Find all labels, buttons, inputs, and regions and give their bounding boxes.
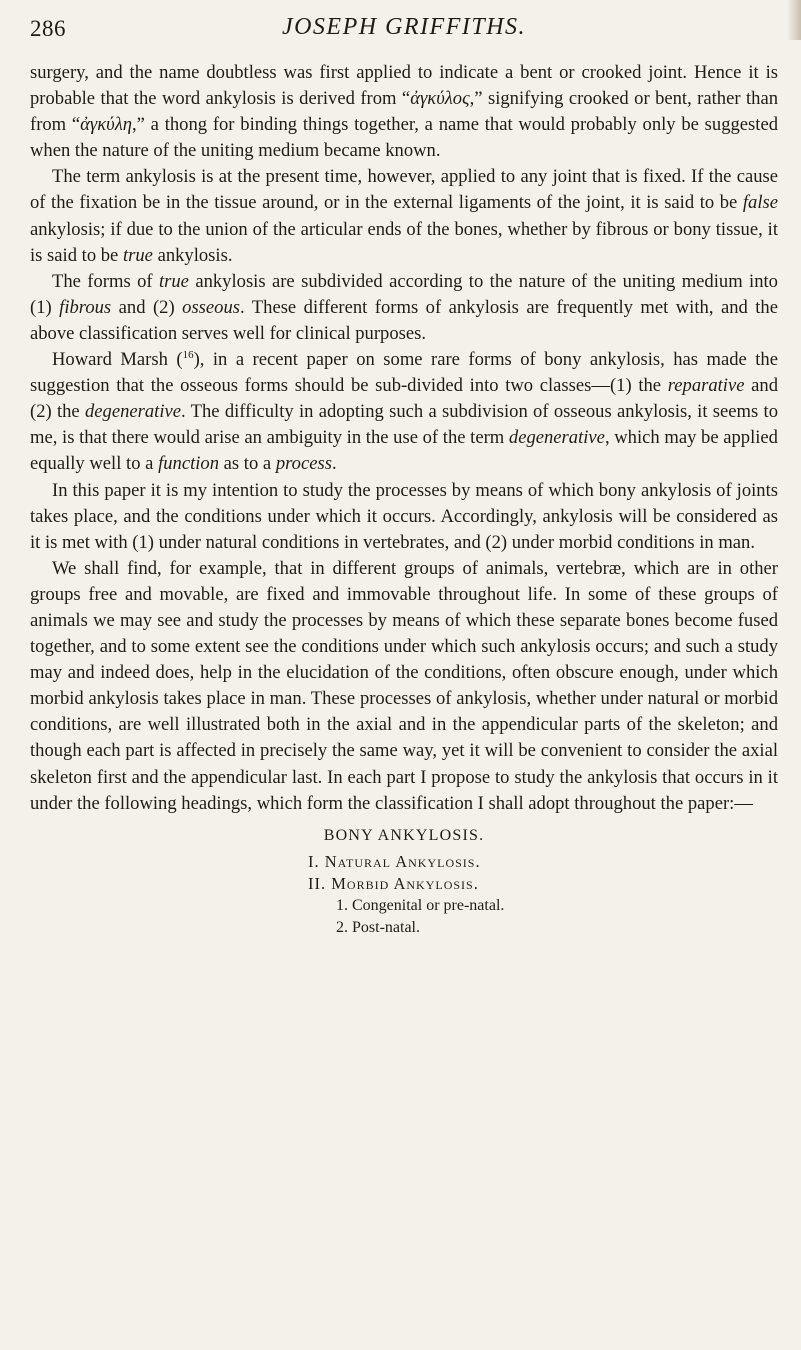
page — [30, 0, 778, 939]
running-title: JOSEPH GRIFFITHS. — [281, 14, 527, 40]
paragraph-5: In this paper it is my intention to study the processes by means of which bony ankylosis of joints takes place, and the conditions under which it occurs. Accordingly, ankylosis will be considered as it is met with (1) under natural conditions in vertebrates, and (2) under morbid conditions in man. — [30, 479, 778, 553]
reference-number: 16 — [182, 348, 194, 361]
classification-list — [30, 827, 778, 939]
page-number: 286 — [30, 16, 66, 41]
running-head — [30, 0, 778, 60]
page-edge-stain — [787, 0, 801, 40]
classification-item: II. Morbid Ankylosis. — [308, 873, 479, 893]
classification-subitem: 2. Post-natal. — [336, 918, 420, 936]
paragraph-3: The forms of true ankylosis are subdivided according to the nature of the uniting medium into (1) fibrous and (2) osseous. These different forms of ankylosis are frequently met with, and the above classification serves well for clinical purposes. — [30, 270, 778, 344]
classification-subitem: 1. Congenital or pre-natal. — [336, 896, 505, 914]
body-text — [30, 60, 778, 817]
paragraph-2: The term ankylosis is at the present time, however, applied to any joint that is fixed. If the cause of the fixation be in the tissue around, or in the external ligaments of the joint, it is said to be false ankylosis; if due to the union of the articular ends of the bones, whether by fibrous or bony tissue, it is said to be true ankylosis. — [30, 166, 778, 266]
classification-item: I. Natural Ankylosis. — [308, 851, 481, 871]
greek-word-ankylos: ἀγκύλος — [410, 88, 470, 110]
paragraph-1: surgery, and the name doubtless was first applied to indicate a bent or crooked joint. Hence it is probable that the word ankylosis is derived from “ἀγκύλος,” signifying crooked or bent, rather than from “ἀγκύλη,” a thong for binding things together, a name that would probably only be suggested when the nature of the uniting medium became known. — [30, 62, 779, 162]
paragraph-6: We shall find, for example, that in different groups of animals, vertebræ, which are in other groups free and movable, are fixed and immovable throughout life. In some of these groups of animals we may see and study the processes by means of which these separate bones become fused together, and to some extent see the conditions under which such ankylosis occurs; and such a study may and indeed does, help in the elucidation of the conditions, often obscure enough, under which morbid ankylosis takes place in man. These processes of ankylosis, whether under natural or morbid conditions, are well illustrated both in the axial and in the appendicular parts of the skeleton; and though each part is affected in precisely the same way, yet it will be convenient to consider the axial skeleton first and the appendicular last. In each part I propose to study the ankylosis that occurs in it under the following headings, which form the classification I shall adopt throughout the paper:— — [30, 557, 778, 814]
paragraph-4: Howard Marsh ($^{16}$), in a recent paper on some rare forms of bony ankylosis, has made the suggestion that the osseous forms should be sub-divided into two classes—(1) the reparative and (2) the degenerative. The difficulty in adopting such a subdivision of osseous ankylosis, it seems to me, is that there would arise an ambiguity in the use of the term degenerative, which may be applied equally well to a function as to a process. — [30, 348, 778, 475]
greek-word-ankyle: ἀγκύλη — [80, 114, 132, 136]
classification-title: BONY ANKYLOSIS. — [323, 826, 485, 844]
